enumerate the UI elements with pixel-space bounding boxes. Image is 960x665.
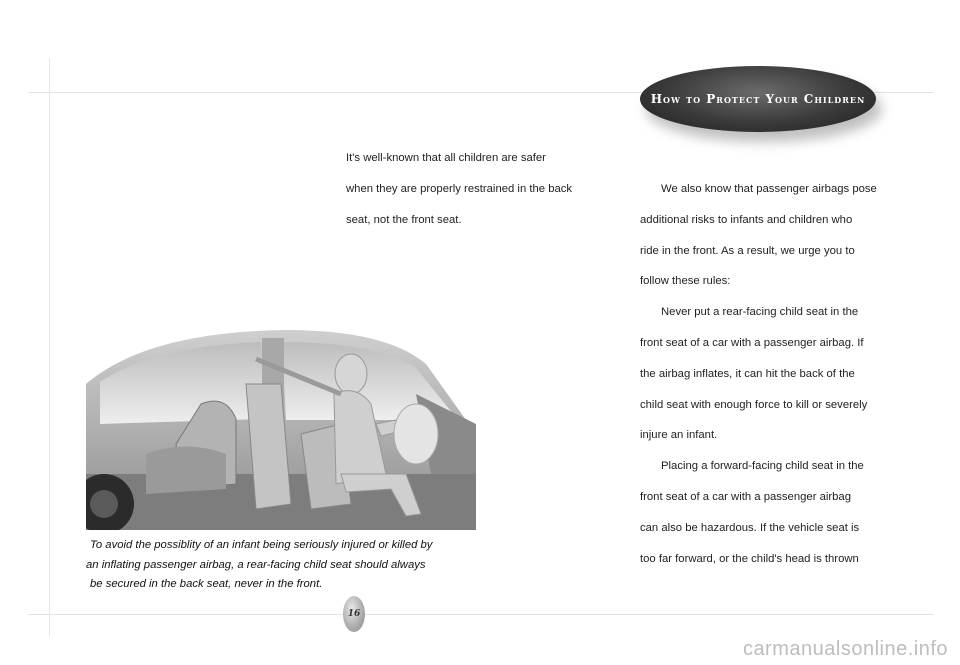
intro-line: when they are properly restrained in the back <box>346 182 573 195</box>
intro-paragraph <box>346 143 572 235</box>
body-line: ride in the front. As a result, we urge you to <box>640 244 855 257</box>
body-line: We also know that passenger airbags pose <box>661 183 877 195</box>
caption-line: an inflating passenger airbag, a rear-facing child seat should always <box>86 558 426 571</box>
body-line: front seat of a car with a passenger airbag. If <box>640 336 864 349</box>
body-line: Never put a rear-facing child seat in the <box>661 306 859 319</box>
intro-line: seat, not the front seat. <box>346 213 462 226</box>
car-interior-illustration <box>86 324 476 530</box>
body-line: injure an infant. <box>640 429 718 442</box>
body-line: too far forward, or the child's head is thrown <box>640 552 859 565</box>
bottom-rule <box>28 614 933 615</box>
intro-line: It's well-known that all children are safer <box>346 152 546 164</box>
body-text-column <box>640 174 877 574</box>
page-number: 16 <box>347 609 361 619</box>
site-watermark: carmanualsonline.info <box>742 638 948 660</box>
body-line: follow these rules: <box>640 275 731 288</box>
page-number-badge <box>343 596 365 632</box>
section-title-badge <box>640 66 876 132</box>
section-title: How to Protect Your Children <box>650 92 866 106</box>
body-line: the airbag inflates, it can hit the back of the <box>640 367 855 380</box>
body-line: can also be hazardous. If the vehicle seat is <box>640 521 860 534</box>
body-line: child seat with enough force to kill or severely <box>640 398 868 411</box>
left-rule <box>49 58 50 636</box>
body-line: front seat of a car with a passenger airbag <box>640 490 851 503</box>
caption-line: be secured in the back seat, never in the front. <box>90 578 323 590</box>
illustration-caption <box>86 536 496 595</box>
body-line: additional risks to infants and children who <box>640 213 853 226</box>
body-line: Placing a forward-facing child seat in the <box>661 460 864 473</box>
car-interior-airbag-icon <box>86 324 476 530</box>
caption-line: To avoid the possiblity of an infant being seriously injured or killed by <box>90 539 433 551</box>
